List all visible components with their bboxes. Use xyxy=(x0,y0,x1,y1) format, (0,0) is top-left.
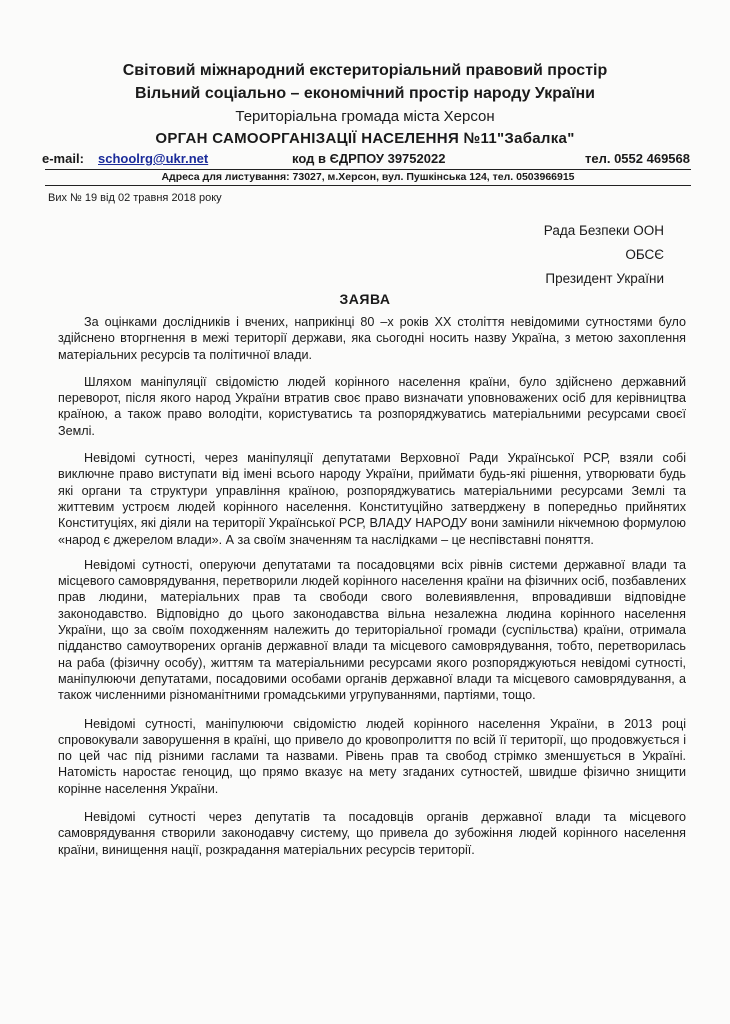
contacts-row xyxy=(42,151,690,169)
email-label: e-mail: xyxy=(42,151,84,166)
body-paragraph: Невідомі сутності через депутатів та посадовців органів державної влади та місцевого самоврядування створили законодавчу систему, що привела до зубожіння людей корінного населення країни, винищення нації, розкрадання матеріальних ресурсів території. xyxy=(58,810,686,857)
addressee: Рада Безпеки ООН xyxy=(543,223,664,238)
mailing-address: Адреса для листування: 73027, м.Херсон, вул. Пушкінська 124, тел. 0503966915 xyxy=(45,169,691,186)
body-paragraph: За оцінками дослідників і вчених, наприкінці 80 –х років XX століття невідомими сутностями було здійснено вторгнення в межі території держави, яка сьогодні носить назву Україна, з метою захоплення матеріальних ресурсів та політичної влади. xyxy=(58,315,686,362)
document-title: ЗАЯВА xyxy=(339,291,391,307)
edrpou-code: код в ЄДРПОУ 39752022 xyxy=(292,151,446,166)
addressee-block xyxy=(544,219,664,291)
document-body xyxy=(58,314,686,869)
letterhead-line-1: Світовий міжнародний екстериторіальний правовий простір xyxy=(122,62,608,79)
body-paragraph: Невідомі сутності, оперуючи депутатами та посадовцями всіх рівнів системи державної влади та місцевого самоврядування, перетворили людей корінного населення країни на фізичних осіб, позбавлених прав людини, матеріальних прав та свободи свого волевиявлення, впровадивши відповідне законодавство. Відповідно до цього законодавства вільна незалежна людина корінного населення України, що за своїм походженням належить до територіальної громади (суспільства) країни, отримала підданство самоутворених органів державної влади та місцевого самоврядування, тобто, перетворилась на раба (фізичну особу), життям та матеріальними ресурсами якого розпоряджуються невідомі сутності, маніпулюючи депутатами, посадовими особами органів державної влади та місцевого самоврядування, а також численними різноманітними громадськими угрупуваннями, партіями, тощо. xyxy=(58,557,686,703)
phone-number: тел. 0552 469568 xyxy=(585,151,690,166)
body-paragraph: Невідомі сутності, через маніпуляції депутатами Верховної Ради Української РСР, взяли собі виключне право виступати від імені всього народу України, приймати будь-які рішення, утворювати будь які органи та структури управління країною, розпоряджуватись матеріальними ресурсами Землі та життевим устроєм людей корінного населення. Конституційно затверджену в попередньо прийнятих Конституціях, які діяли на території Української РСР, ВЛАДУ НАРОДУ вони замінили нікчемною формулою «народ є джерелом влади». А за своїм значенням та наслідками – це неспівставні поняття. xyxy=(58,451,686,547)
organization-name: ОРГАН САМООРГАНІЗАЦІЇ НАСЕЛЕННЯ №11"Забалка" xyxy=(155,130,575,147)
body-paragraph: Невідомі сутності, маніпулюючи свідомістю людей корінного населення України, в 2013 році спровокували заворушення в країні, що привело до кровопролиття по всій її території, що продовжується і по цей час під різними гаслами та назвами. Рівень прав та свобод стрімко зменшується в Україні. Натомість наростає геноцид, що прямо вказує на мету згаданих сутностей, швидше фізично знищити корінне населення України. xyxy=(58,716,686,796)
letterhead-line-2: Вільний соціально – економічний простір народу України xyxy=(135,85,595,102)
body-paragraph: Шляхом маніпуляції свідомістю людей корінного населення країни, було здійснено державний переворот, після якого народ України втратив своє право визначати уповноважених осіб для керівництва країною, а також право володіти, користуватись та розпоряджуватись матеріальними ресурсами своєї Землі. xyxy=(58,374,686,438)
outgoing-number: Вих № 19 від 02 травня 2018 року xyxy=(48,192,222,204)
addressee: Президент України xyxy=(545,271,664,286)
addressee: ОБСЄ xyxy=(625,247,664,262)
email-link[interactable]: schoolrg@ukr.net xyxy=(98,151,209,166)
letterhead-line-3: Територіальна громада міста Херсон xyxy=(235,108,495,125)
